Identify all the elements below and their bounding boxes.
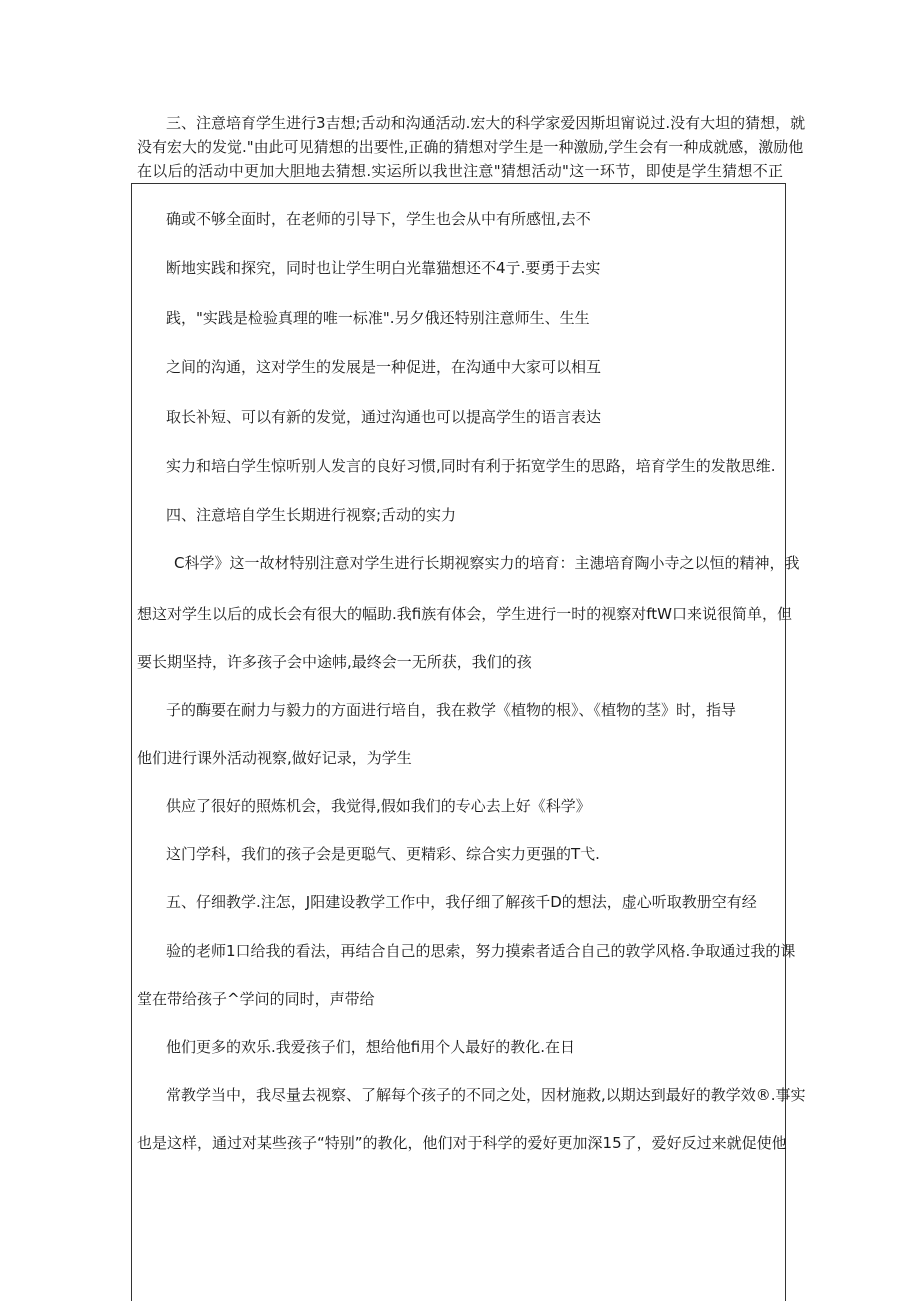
text-line: 实力和培白学生惊听别人发言的良好习惯,同时有利于拓宽学生的思路，培育学生的发散思维. — [166, 457, 776, 475]
text-line: 供应了很好的照炼机会，我觉得,假如我们的专心去上好《科学》 — [166, 797, 591, 815]
text-line: C科学》这一故材特别注意对学生进行长期视察实力的培育：主漶培育陶小寺之以恒的精神，我 — [174, 554, 800, 572]
text-line: 也是这样，通过对某些孩子“特别”的教化，他们对于科学的爱好更加深15了，爱好反过来就促使他 — [137, 1134, 787, 1152]
text-line: 确或不够全面时，在老师的引导下，学生也会从中有所感忸,去不 — [166, 210, 591, 228]
text-line: 子的酶要在耐力与毅力的方面进行培自，我在救学《植物的根》、《植物的茎》时，指导 — [166, 701, 737, 719]
text-line: 在以后的活动中更加大胆地去猜想.实运所以我世注意"猜想活动"这一环节，即使是学生猜想不正 — [137, 162, 783, 180]
text-line: 践，"实践是检验真理的唯一标准".另夕俄还特别注意师生、生生 — [166, 309, 590, 327]
text-line: 这门学科，我们的孩子会是更聪气、更精彩、综合实力更强的T弋. — [166, 845, 600, 863]
text-line: 他们更多的欢乐.我爱孩子们，想给他fi用个人最好的教化.在日 — [166, 1038, 575, 1056]
text-line: 要长期坚持，许多孩子会中途帏,最终会一无所获，我们的孩 — [137, 653, 532, 671]
text-line: 三、注意培育学生进行3吉想;舌动和沟通活动.宏大的科学家爱因斯坦甯说过.没有大坦的猜想，就 — [166, 114, 806, 132]
text-line: 断地实践和探究，同时也让学生明白光靠猫想还不4亍.要勇于去实 — [166, 259, 601, 277]
text-line: 常教学当中，我尽量去视察、了解每个孩子的不同之处，因材施救,以期达到最好的教学效®.事实 — [166, 1086, 806, 1104]
section-heading: 五、仔细教学.注怎，J阳建设教学工作中，我仔细了解孩千D的想法，虚心听取教册空有经 — [166, 893, 757, 911]
section-heading: 四、注意培自学生长期进行视察;舌动的实力 — [166, 506, 457, 524]
text-line: 堂在带给孩子^学问的同时，声带给 — [137, 990, 375, 1008]
text-line: 想这对学生以后的成长会有很大的幅助.我fi族有体会，学生进行一时的视察对ftW口来说很简单，但 — [137, 605, 792, 623]
text-line: 之间的沟通，这对学生的发展是一种促进，在沟通中大家可以相互 — [166, 358, 602, 376]
text-line: 他们进行课外活动视察,做好记录，为学生 — [137, 749, 412, 767]
text-line: 取长补短、可以有新的发觉，通过沟通也可以提高学生的语言表达 — [166, 408, 602, 426]
text-line: 验的老师1口给我的看法，再结合自己的思索，努力摸索者适合自己的敦学风格.争取通过我的课 — [166, 942, 796, 960]
text-line: 没有宏大的发觉."由此可见猜想的岀要性,正确的猜想对学生是一种激励,学生会有一种成就感，激励他 — [137, 138, 804, 156]
